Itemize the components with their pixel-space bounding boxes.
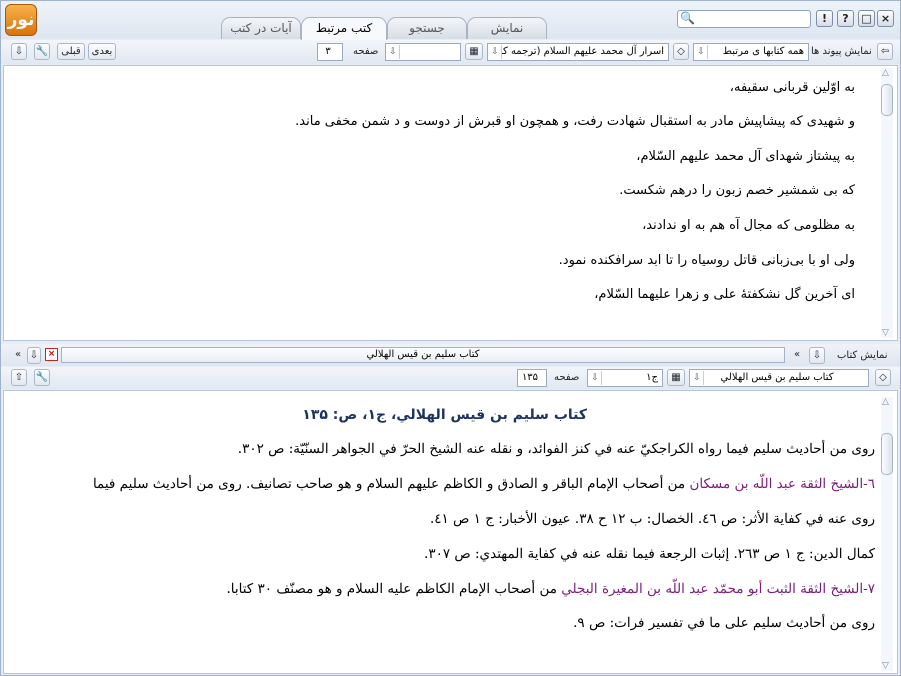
- book-combo[interactable]: [689, 369, 869, 387]
- expand-right-icon[interactable]: «: [793, 349, 801, 360]
- page-label: صفحه: [353, 46, 379, 57]
- expand-left-icon[interactable]: «: [14, 349, 22, 360]
- tab-label: آیات در کتب: [230, 21, 292, 35]
- scroll-thumb[interactable]: [881, 433, 893, 475]
- scroll-down-icon[interactable]: ▽: [882, 328, 889, 338]
- page-heading: كتاب سليم بن قيس الهلالي، ج۱، ص: ۱۳۵: [302, 407, 587, 423]
- title-bar: [1, 1, 900, 39]
- page-label: صفحه: [554, 372, 580, 383]
- next-button[interactable]: بعدی: [88, 43, 116, 60]
- nav-up-button[interactable]: ⇧: [11, 369, 27, 386]
- text-line: [238, 441, 875, 457]
- tools-icon[interactable]: 🔧: [34, 43, 50, 60]
- text-line: ای آخرین گل نشکفتۀ علی و زهرا علیهما السّلام،: [594, 287, 855, 302]
- volume-combo[interactable]: [587, 369, 663, 387]
- chevron-down-icon[interactable]: ⇩: [691, 371, 704, 385]
- middle-bar: [1, 344, 900, 366]
- page-number-value: ۳: [325, 46, 331, 57]
- text-line-body: من أصحاب الإمام الكاظم عليه السلام و هو مصنّف ۳۰ كتابا.: [226, 581, 562, 597]
- narrator-name-link[interactable]: ٦-الشيخ الثقة عبد اللّه بن مسكان: [689, 476, 875, 492]
- tab-search[interactable]: [387, 17, 467, 39]
- narrator-name-link[interactable]: ۷-الشيخ الثقة الثبت أبو محمّد عبد اللّه بن المغيرة البجلي: [561, 581, 875, 597]
- tab-label: کتب مرتبط: [315, 21, 373, 35]
- bottom-text-panel: [3, 390, 898, 674]
- bottom-scrollbar[interactable]: [881, 397, 893, 671]
- tools-icon[interactable]: 🔧: [34, 369, 50, 386]
- page-number-field[interactable]: [317, 43, 343, 61]
- text-line: به پیشتاز شهدای آل محمد علیهم السّلام،: [636, 149, 855, 164]
- text-line: به مظلومی که مجال آه هم به او ندادند،: [642, 218, 855, 233]
- text-line: [93, 476, 875, 492]
- scroll-down-icon[interactable]: ▽: [882, 661, 889, 671]
- back-arrow-icon[interactable]: ⇦: [877, 43, 893, 60]
- close-button[interactable]: ×: [877, 10, 894, 27]
- book-title: کتاب سلیم بن قیس الهلالي: [61, 347, 785, 363]
- page-number-field[interactable]: [517, 369, 547, 387]
- scope-combo-value: همه کتابها ی مرتبط: [722, 46, 804, 57]
- text-line: که بی شمشیر خصم زبون را درهم شکست.: [619, 183, 855, 198]
- top-text-panel: [3, 65, 898, 341]
- tab-related-books[interactable]: [301, 17, 387, 40]
- chevron-down-icon[interactable]: ⇩: [387, 45, 400, 59]
- top-scrollbar[interactable]: [881, 68, 893, 338]
- chevron-down-icon[interactable]: ⇩: [809, 347, 825, 364]
- tab-display[interactable]: [467, 17, 547, 39]
- text-line: [226, 581, 875, 597]
- tab-ayat[interactable]: [221, 17, 301, 39]
- tab-label: نمایش: [490, 21, 524, 35]
- text-line: و شهیدی که پیشاپیش مادر به استقبال شهادت رفت، و همچون او قبرش از دوست و د شمن مخفی ماند.: [295, 114, 855, 129]
- text-line-body: كمال الدين: ج ۱ ص ۲٦۳. إثبات الرجعة فيما نقله عنه في كفاية المهتدي: ص ۳۰۷.: [424, 546, 875, 562]
- settings-button[interactable]: □: [858, 10, 875, 27]
- display-links-label[interactable]: نمایش پیوند ها: [811, 46, 872, 57]
- text-line: [424, 546, 875, 562]
- pages-icon[interactable]: ▦: [465, 43, 483, 60]
- tag-icon[interactable]: ◇: [673, 43, 689, 60]
- page-combo[interactable]: [385, 43, 461, 61]
- nav-down-button[interactable]: ⇩: [11, 43, 27, 60]
- text-line: [573, 615, 875, 631]
- chevron-down-icon[interactable]: ⇩: [695, 45, 708, 59]
- pages-icon[interactable]: ▦: [667, 369, 685, 386]
- search-input[interactable]: [677, 10, 811, 28]
- app-logo[interactable]: نور: [5, 4, 37, 36]
- text-line-body: روى من أحاديث سليم فيما رواه الكراجكيّ عنه في كنز الفوائد، و نقله عنه الشيخ الحرّ في الجواهر السنّيّة: ص ۳۰۲.: [237, 441, 875, 457]
- text-line-body: روى عنه في كفاية الأثر: ص ٤٦. الخصال: ب ۱۲ ح ۳۸. عيون الأخبار: ج ۱ ص ٤۱.: [429, 511, 875, 527]
- text-line: ولی او با بی‌زبانی قاتل روسیاه را تا ابد سرافکنده نمود.: [558, 253, 855, 268]
- scroll-up-icon[interactable]: △: [882, 68, 889, 78]
- tag-icon[interactable]: ◇: [875, 369, 891, 386]
- tab-label: جستجو: [409, 21, 445, 35]
- page-number-value: ۱۳۵: [521, 372, 539, 383]
- text-line-body: روى من أحاديث سليم على ما في تفسير فرات: ص ۹.: [573, 615, 875, 631]
- scroll-thumb[interactable]: [881, 84, 893, 116]
- text-line: [430, 511, 875, 527]
- text-line: به اوّلین قربانی سقیفه،: [729, 80, 855, 95]
- chevron-down-icon[interactable]: ⇩: [589, 371, 602, 385]
- top-toolbar: [1, 40, 900, 64]
- text-line-body: من أصحاب الإمام الباقر و الصادق و الكاظم عليهم السلام و هو صاحب تصانيف. روى من أحاديث سليم فيما: [92, 476, 690, 492]
- scroll-up-icon[interactable]: △: [882, 397, 889, 407]
- book-combo-value: كتاب سليم بن قيس الهلالي: [720, 372, 834, 383]
- info-button[interactable]: !: [816, 10, 833, 27]
- book-combo-value: اسرار آل محمد علیهم السلام (ترجمه کا: [499, 46, 664, 57]
- volume-combo-value: ج۱: [646, 372, 658, 383]
- book-combo[interactable]: [487, 43, 669, 61]
- scope-combo[interactable]: [693, 43, 809, 61]
- help-button[interactable]: ?: [837, 10, 854, 27]
- search-icon[interactable]: 🔍: [680, 11, 695, 25]
- prev-button[interactable]: قبلی: [57, 43, 85, 60]
- chevron-down-icon[interactable]: ⇩: [489, 45, 502, 59]
- close-book-button[interactable]: ×: [45, 348, 58, 361]
- show-book-label[interactable]: نمایش کتاب: [837, 350, 888, 361]
- nav-down-icon[interactable]: ⇩: [27, 347, 41, 364]
- bottom-toolbar: [1, 367, 900, 389]
